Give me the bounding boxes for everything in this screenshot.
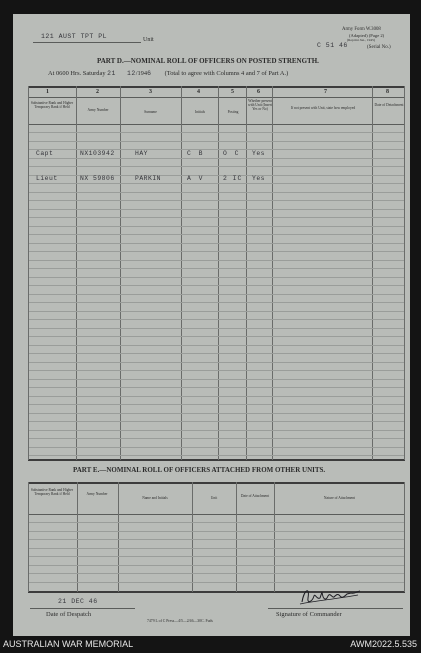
ruled-line xyxy=(29,192,404,193)
ruled-line xyxy=(29,548,404,549)
caption-right: AWM2022.5.535 xyxy=(350,639,417,649)
ruled-line xyxy=(29,243,404,244)
ruled-line xyxy=(29,565,404,566)
despatch-label: Date of Despatch xyxy=(46,611,92,618)
column-divider xyxy=(274,482,275,592)
col-header-present: Whether present with Unit (Insert Yes or No) xyxy=(248,99,272,111)
part-d-date-line xyxy=(48,70,288,77)
unit-underline xyxy=(33,42,141,43)
row1-surname: HAY xyxy=(135,150,149,157)
ruled-line xyxy=(29,234,404,235)
ruled-line xyxy=(29,328,404,329)
ruled-line xyxy=(29,294,404,295)
part-e-top-rule xyxy=(28,482,405,484)
col-num-3: 3 xyxy=(149,89,152,95)
ruled-line xyxy=(29,268,404,269)
despatch-underline xyxy=(30,608,135,609)
column-divider xyxy=(77,482,78,592)
ruled-line xyxy=(29,200,404,201)
ruled-line xyxy=(29,226,404,227)
col-num-1: 1 xyxy=(46,89,49,95)
date-day: 21 xyxy=(107,70,116,77)
col-header-initials: Initials xyxy=(195,110,205,114)
ruled-line xyxy=(29,158,404,159)
e-col-header-rank: Substantive Rank and Higher Temporary Rank if Held xyxy=(30,488,74,496)
ruled-line xyxy=(29,582,404,583)
ruled-line xyxy=(29,387,404,388)
part-d-title: PART D.—NOMINAL ROLL OF OFFICERS ON POSTED STRENGTH. xyxy=(97,57,319,65)
row2-initials: A V xyxy=(187,175,205,182)
serial-typed: C 51 46 xyxy=(317,42,348,49)
col-num-6: 6 xyxy=(257,89,260,95)
form-reprint: (Reprint Jan., 1945) xyxy=(347,37,375,42)
ruled-line xyxy=(29,421,404,422)
part-d-header-rule xyxy=(28,124,405,125)
ruled-line xyxy=(29,217,404,218)
ruled-line xyxy=(29,430,404,431)
ruled-line xyxy=(29,311,404,312)
form-adapted: (Adapted) (Page 2) xyxy=(349,32,385,38)
col-header-army-number: Army Number xyxy=(87,108,109,112)
col-num-5: 5 xyxy=(231,89,234,95)
col-header-posting: Posting xyxy=(227,110,239,114)
e-col-header-attachment-date: Date of Attachment xyxy=(240,494,270,498)
ruled-line xyxy=(29,336,404,337)
ruled-line xyxy=(29,166,404,167)
ruled-line xyxy=(29,370,404,371)
column-divider xyxy=(236,482,237,592)
ruled-line xyxy=(29,404,404,405)
row2-present: Yes xyxy=(252,175,266,182)
ruled-line xyxy=(29,209,404,210)
ruled-line xyxy=(29,353,404,354)
column-divider xyxy=(404,482,405,592)
col-header-employed: If not present with Unit, state how employed xyxy=(290,106,356,110)
date-prefix: At 0600 Hrs. Saturday xyxy=(48,70,106,77)
row1-number: NX103942 xyxy=(80,150,115,157)
row2-posting: 2 IC xyxy=(223,175,243,182)
unit-label: Unit xyxy=(143,37,154,43)
ruled-line xyxy=(29,251,404,252)
part-e-header-rule xyxy=(28,514,405,515)
signature-label: Signature of Commander xyxy=(276,611,342,618)
column-divider xyxy=(118,482,119,592)
printer-line: 7479 L of C Press—4/5—2/46—30C. Fuds xyxy=(147,619,213,623)
ruled-line xyxy=(29,319,404,320)
ruled-line xyxy=(29,539,404,540)
date-month: 12 xyxy=(127,70,136,77)
e-col-header-name: Name and Initials xyxy=(142,496,168,500)
ruled-line xyxy=(29,132,404,133)
ruled-line xyxy=(29,396,404,397)
col-num-2: 2 xyxy=(96,89,99,95)
e-col-header-army-number: Army Number xyxy=(86,492,108,496)
ruled-line xyxy=(29,285,404,286)
ruled-line xyxy=(29,277,404,278)
row2-surname: PARKIN xyxy=(135,175,162,182)
ruled-line xyxy=(29,379,404,380)
ruled-line xyxy=(29,362,404,363)
ruled-line xyxy=(29,531,404,532)
ruled-line xyxy=(29,573,404,574)
ruled-line xyxy=(29,260,404,261)
ruled-line xyxy=(29,455,404,456)
row1-present: Yes xyxy=(252,150,266,157)
part-e-title: PART E.—NOMINAL ROLL OF OFFICERS ATTACHED FROM OTHER UNITS. xyxy=(73,466,326,474)
col-num-4: 4 xyxy=(197,89,200,95)
col-header-rank: Substantive Rank and Higher Temporary Rank if Held xyxy=(30,101,74,109)
row1-rank: Capt xyxy=(36,150,54,157)
ruled-line xyxy=(29,183,404,184)
column-divider xyxy=(28,482,29,592)
ruled-line xyxy=(29,438,404,439)
form-number: Army Form W.3008 xyxy=(342,27,381,32)
e-col-header-unit: Unit xyxy=(210,496,218,500)
row1-posting: O C xyxy=(223,150,241,157)
part-d-number-rule xyxy=(28,97,405,98)
date-year-digit: 6 xyxy=(147,70,152,77)
serial-label: (Serial No.) xyxy=(367,45,391,50)
ruled-line xyxy=(29,345,404,346)
part-d-bottom-rule xyxy=(28,459,405,461)
col-header-surname: Surname xyxy=(144,110,157,114)
row1-initials: C B xyxy=(187,150,205,157)
ruled-line xyxy=(29,141,404,142)
despatch-date: 21 DEC 46 xyxy=(58,598,98,605)
column-divider xyxy=(404,86,405,460)
row2-rank: Lieut xyxy=(36,175,58,182)
caption-bar xyxy=(0,636,421,653)
caption-left: AUSTRALIAN WAR MEMORIAL xyxy=(3,639,134,649)
ruled-line xyxy=(29,556,404,557)
col-num-8: 8 xyxy=(386,89,389,95)
date-year: /194 xyxy=(135,70,148,77)
ruled-line xyxy=(29,413,404,414)
ruled-line xyxy=(29,447,404,448)
column-divider xyxy=(192,482,193,592)
e-col-header-nature: Nature of Attachment xyxy=(323,496,356,500)
row2-number: NX 59806 xyxy=(80,175,115,182)
col-header-detachment: Date of Detachment xyxy=(374,103,404,107)
date-suffix: (Total to agree with Columns 4 and 7 of Part A.) xyxy=(164,70,289,77)
unit-typed: 121 AUST TPT PL xyxy=(41,33,108,40)
col-num-7: 7 xyxy=(324,89,327,95)
part-d-top-rule xyxy=(28,86,405,88)
commander-signature xyxy=(296,584,366,610)
ruled-line xyxy=(29,522,404,523)
ruled-line xyxy=(29,302,404,303)
